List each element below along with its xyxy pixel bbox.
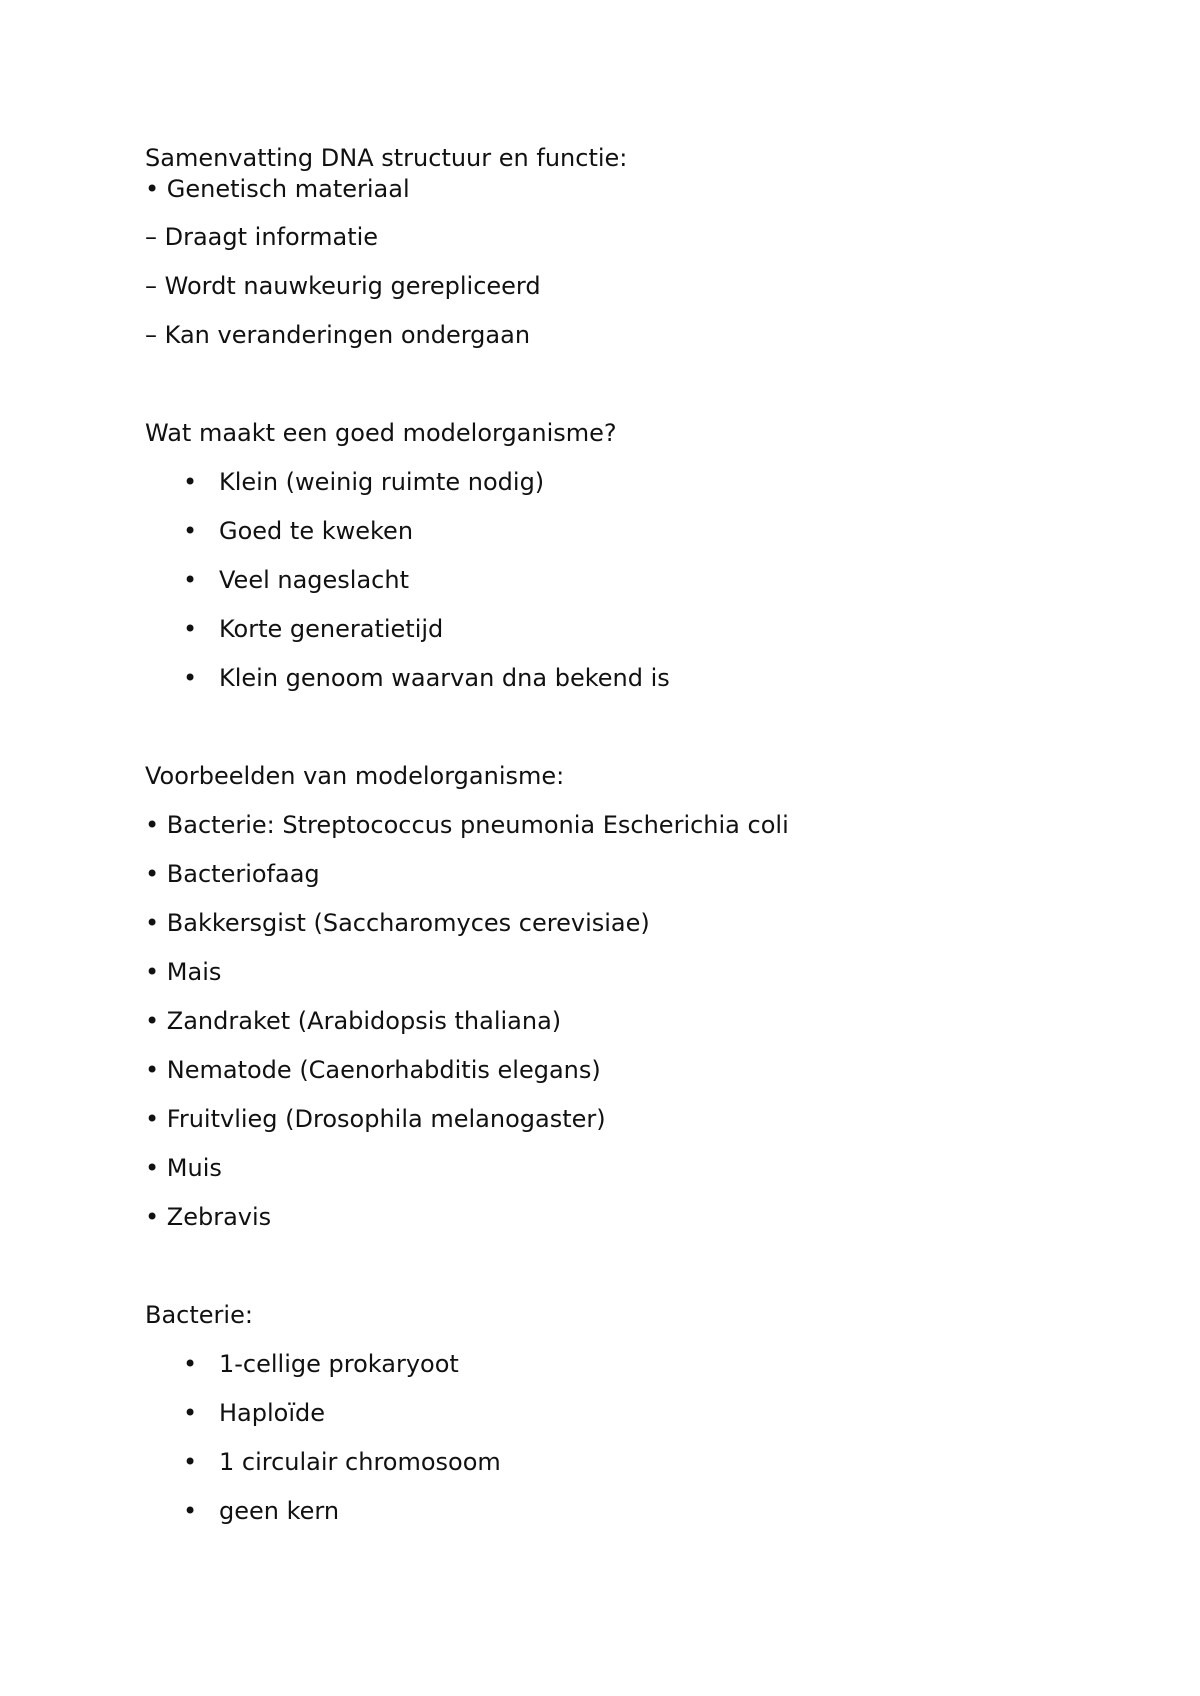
list-item: • Muis <box>145 1154 222 1182</box>
bullet-icon: • <box>183 517 198 545</box>
section-heading-dna: Samenvatting DNA structuur en functie: <box>145 144 628 172</box>
list-item: • Mais <box>145 958 222 986</box>
bullet-icon: • <box>183 615 198 643</box>
list-item-text: Klein genoom waarvan dna bekend is <box>219 664 670 692</box>
list-item: • Fruitvlieg (Drosophila melanogaster) <box>145 1105 606 1133</box>
list-item: • Zandraket (Arabidopsis thaliana) <box>145 1007 562 1035</box>
list-item: – Draagt informatie <box>145 223 379 251</box>
bullet-icon: • <box>183 1448 198 1476</box>
list-item-text: Klein (weinig ruimte nodig) <box>219 468 545 496</box>
list-item: • Nematode (Caenorhabditis elegans) <box>145 1056 601 1084</box>
list-item-text: geen kern <box>219 1497 340 1525</box>
bullet-icon: • <box>183 1399 198 1427</box>
list-item: • Bacteriofaag <box>145 860 320 888</box>
list-item: • Genetisch materiaal <box>145 175 410 203</box>
list-item: • Bakkersgist (Saccharomyces cerevisiae) <box>145 909 650 937</box>
list-item-text: 1-cellige prokaryoot <box>219 1350 459 1378</box>
bullet-icon: • <box>183 468 198 496</box>
list-item-text: Goed te kweken <box>219 517 414 545</box>
list-item-text: 1 circulair chromosoom <box>219 1448 501 1476</box>
list-item: • Bacterie: Streptococcus pneumonia Escherichia coli <box>145 811 789 839</box>
list-item: – Wordt nauwkeurig gerepliceerd <box>145 272 541 300</box>
list-item: – Kan veranderingen ondergaan <box>145 321 531 349</box>
list-item: • Zebravis <box>145 1203 272 1231</box>
bullet-icon: • <box>183 1350 198 1378</box>
bullet-icon: • <box>183 664 198 692</box>
list-item-text: Veel nageslacht <box>219 566 409 594</box>
list-item-text: Haploïde <box>219 1399 326 1427</box>
list-item-text: Korte generatietijd <box>219 615 444 643</box>
bullet-icon: • <box>183 1497 198 1525</box>
section-heading-bacterie: Bacterie: <box>145 1301 253 1329</box>
section-heading-modelorganisme: Wat maakt een goed modelorganisme? <box>145 419 617 447</box>
bullet-icon: • <box>183 566 198 594</box>
section-heading-voorbeelden: Voorbeelden van modelorganisme: <box>145 762 565 790</box>
